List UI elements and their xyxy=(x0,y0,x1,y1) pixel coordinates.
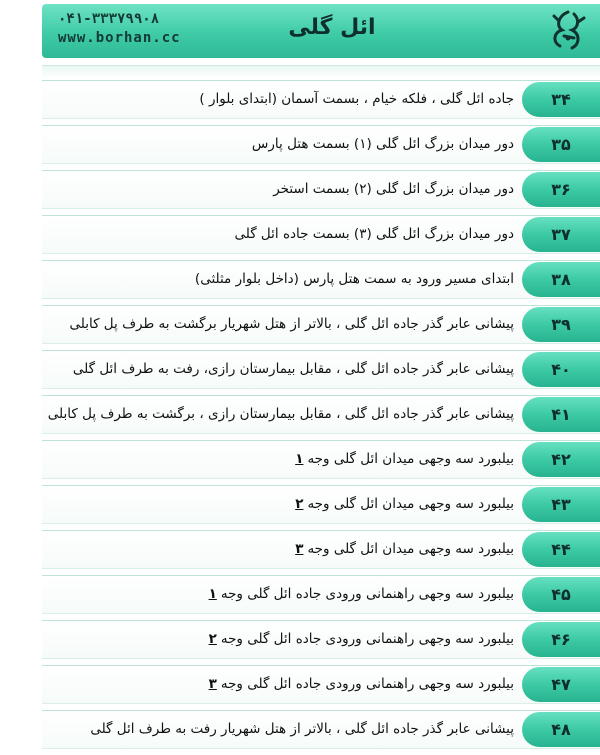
item-location-label: بیلبورد سه وجهی راهنمانی ورودی جاده ائل گلی وجه xyxy=(220,631,514,647)
item-face-number: ۲ xyxy=(295,496,304,512)
item-number-badge: ۴۸ xyxy=(522,712,600,747)
list-item xyxy=(42,485,600,524)
item-location-text xyxy=(44,486,514,523)
item-location-label: دور میدان بزرگ ائل گلی (۳) بسمت جاده ائل گلی xyxy=(234,226,514,242)
item-location-label: پیشانی عابر گذر جاده ائل گلی ، بالاتر از هتل شهریار رفت به طرف ائل گلی xyxy=(90,721,514,737)
list-item xyxy=(42,440,600,479)
item-number-badge: ۳۶ xyxy=(522,172,600,207)
item-location-label: ابتدای مسیر ورود به سمت هتل پارس (داخل بلوار مثلثی) xyxy=(194,271,514,287)
list-item xyxy=(42,170,600,209)
page-title: ائل گلی xyxy=(288,15,376,40)
item-location-text xyxy=(44,171,514,208)
list-item xyxy=(42,305,600,344)
item-number-badge: ۴۱ xyxy=(522,397,600,432)
item-location-label: دور میدان بزرگ ائل گلی (۱) بسمت هتل پارس xyxy=(251,136,514,152)
list-item xyxy=(42,125,600,164)
item-location-text xyxy=(44,666,514,703)
item-location-text xyxy=(44,531,514,568)
item-number-badge: ۴۲ xyxy=(522,442,600,477)
item-location-label: بیلبورد سه وجهی میدان ائل گلی وجه xyxy=(307,451,514,467)
list-item xyxy=(42,395,600,434)
item-location-label: پیشانی عابر گذر جاده ائل گلی ، مقابل بیمارستان رازی، رفت به طرف ائل گلی xyxy=(72,361,514,377)
item-face-number: ۲ xyxy=(208,631,217,647)
item-number-badge: ۴۰ xyxy=(522,352,600,387)
item-number-badge: ۳۴ xyxy=(522,82,600,117)
item-location-text xyxy=(44,81,514,118)
item-location-label: بیلبورد سه وجهی راهنمانی ورودی جاده ائل گلی وجه xyxy=(220,676,514,692)
item-number-badge: ۴۳ xyxy=(522,487,600,522)
header-bar xyxy=(42,4,600,58)
list-item xyxy=(42,575,600,614)
item-number-badge: ۳۷ xyxy=(522,217,600,252)
item-location-text xyxy=(44,576,514,613)
list-item xyxy=(42,620,600,659)
item-location-text xyxy=(44,621,514,658)
item-face-number: ۳ xyxy=(295,541,304,557)
list-item xyxy=(42,350,600,389)
divider xyxy=(42,65,600,78)
website-link[interactable]: www.borhan.cc xyxy=(58,30,181,46)
item-location-text xyxy=(44,126,514,163)
list-item xyxy=(42,530,600,569)
list-item xyxy=(42,215,600,254)
contact-info xyxy=(58,10,208,48)
list-item xyxy=(42,665,600,704)
item-number-badge: ۳۹ xyxy=(522,307,600,342)
item-number-badge: ۴۷ xyxy=(522,667,600,702)
item-location-text xyxy=(44,396,514,433)
item-location-label: پیشانی عابر گذر جاده ائل گلی ، بالاتر از هتل شهریار برگشت به طرف پل کابلی xyxy=(69,316,514,332)
item-location-label: بیلبورد سه وجهی میدان ائل گلی وجه xyxy=(307,541,514,557)
item-location-label: پیشانی عابر گذر جاده ائل گلی ، مقابل بیمارستان رازی ، برگشت به طرف پل کابلی xyxy=(47,406,514,422)
item-number-badge: ۴۶ xyxy=(522,622,600,657)
list-item xyxy=(42,260,600,299)
location-list xyxy=(42,80,600,755)
item-number-badge: ۳۵ xyxy=(522,127,600,162)
item-location-label: بیلبورد سه وجهی میدان ائل گلی وجه xyxy=(307,496,514,512)
item-number-badge: ۴۴ xyxy=(522,532,600,567)
item-location-label: بیلبورد سه وجهی راهنمانی ورودی جاده ائل گلی وجه xyxy=(220,586,514,602)
item-location-text xyxy=(44,306,514,343)
borhan-logo-icon xyxy=(544,8,592,54)
item-location-label: دور میدان بزرگ ائل گلی (۲) بسمت استخر xyxy=(273,181,514,197)
item-number-badge: ۳۸ xyxy=(522,262,600,297)
list-item xyxy=(42,80,600,119)
item-face-number: ۱ xyxy=(208,586,217,602)
item-location-text xyxy=(44,261,514,298)
item-face-number: ۳ xyxy=(208,676,217,692)
phone-number: ۰۴۱-۳۳۳۷۹۹۰۸ xyxy=(58,11,160,27)
item-number-badge: ۴۵ xyxy=(522,577,600,612)
item-location-label: جاده ائل گلی ، فلکه خیام ، بسمت آسمان (ابتدای بلوار ) xyxy=(199,91,514,107)
item-face-number: ۱ xyxy=(295,451,304,467)
item-location-text xyxy=(44,216,514,253)
item-location-text xyxy=(44,441,514,478)
item-location-text xyxy=(44,351,514,388)
